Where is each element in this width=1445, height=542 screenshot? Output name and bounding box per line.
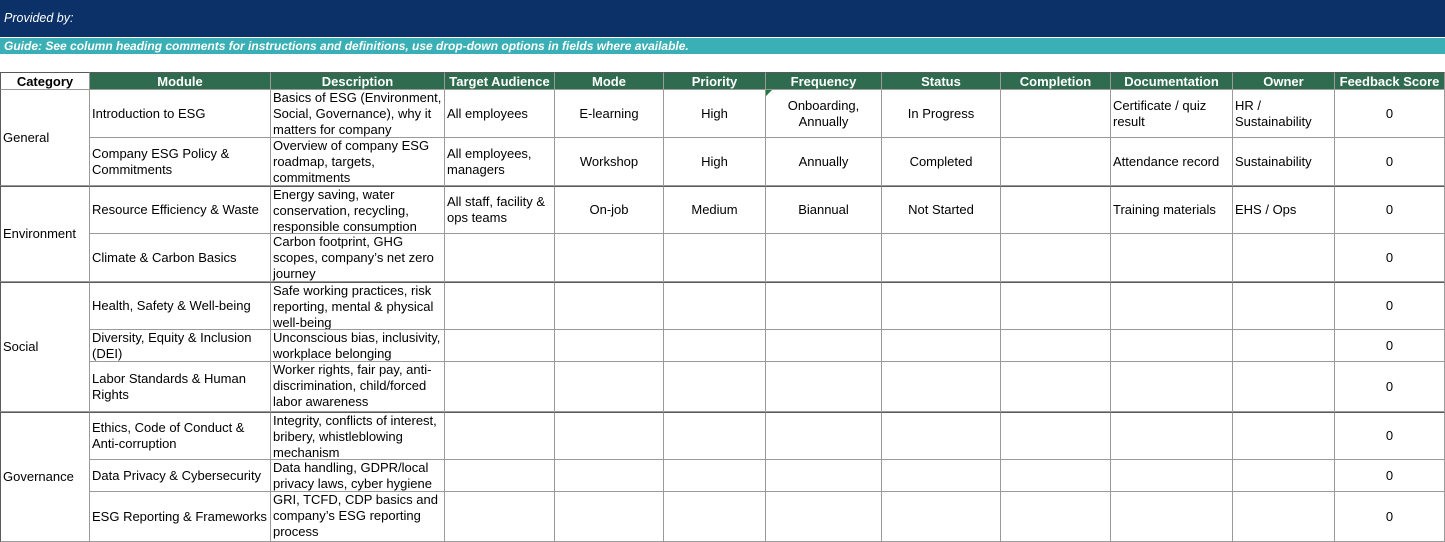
frequency-cell[interactable]: Onboarding, Annually bbox=[766, 90, 882, 138]
target-audience-cell[interactable]: All staff, facility & ops teams bbox=[445, 186, 555, 234]
frequency-cell[interactable] bbox=[766, 282, 882, 330]
header-priority[interactable]: Priority bbox=[664, 72, 766, 90]
feedback-score-cell[interactable]: 0 bbox=[1335, 362, 1445, 412]
completion-cell[interactable] bbox=[1001, 234, 1111, 282]
completion-cell[interactable] bbox=[1001, 138, 1111, 186]
header-status[interactable]: Status bbox=[882, 72, 1001, 90]
feedback-score-cell[interactable]: 0 bbox=[1335, 186, 1445, 234]
priority-cell[interactable]: High bbox=[664, 138, 766, 186]
owner-cell[interactable] bbox=[1233, 282, 1335, 330]
description-cell[interactable]: GRI, TCFD, CDP basics and company’s ESG reporting process bbox=[271, 492, 445, 542]
category-cell[interactable]: General bbox=[0, 90, 90, 186]
header-owner[interactable]: Owner bbox=[1233, 72, 1335, 90]
feedback-score-cell[interactable]: 0 bbox=[1335, 90, 1445, 138]
status-cell[interactable]: Not Started bbox=[882, 186, 1001, 234]
mode-cell[interactable] bbox=[555, 282, 664, 330]
mode-cell[interactable]: Workshop bbox=[555, 138, 664, 186]
target-audience-cell[interactable] bbox=[445, 282, 555, 330]
frequency-cell[interactable] bbox=[766, 492, 882, 542]
target-audience-cell[interactable] bbox=[445, 492, 555, 542]
documentation-cell[interactable]: Training materials bbox=[1111, 186, 1233, 234]
owner-cell[interactable] bbox=[1233, 330, 1335, 362]
description-cell[interactable]: Safe working practices, risk reporting, mental & physical well-being bbox=[271, 282, 445, 330]
mode-cell[interactable]: On-job bbox=[555, 186, 664, 234]
mode-cell[interactable] bbox=[555, 330, 664, 362]
status-cell[interactable] bbox=[882, 412, 1001, 460]
feedback-score-cell[interactable]: 0 bbox=[1335, 330, 1445, 362]
header-target-audience[interactable]: Target Audience bbox=[445, 72, 555, 90]
description-cell[interactable]: Unconscious bias, inclusivity, workplace belonging bbox=[271, 330, 445, 362]
module-cell[interactable]: Ethics, Code of Conduct & Anti-corruption bbox=[90, 412, 271, 460]
header-module[interactable]: Module bbox=[90, 72, 271, 90]
priority-cell[interactable] bbox=[664, 234, 766, 282]
target-audience-cell[interactable] bbox=[445, 330, 555, 362]
frequency-cell[interactable] bbox=[766, 362, 882, 412]
description-cell[interactable]: Data handling, GDPR/local privacy laws, cyber hygiene bbox=[271, 460, 445, 492]
module-cell[interactable]: Company ESG Policy & Commitments bbox=[90, 138, 271, 186]
guide-text: Guide: See column heading comments for instructions and definitions, use drop-down options in fields where available. bbox=[4, 39, 689, 53]
status-cell[interactable] bbox=[882, 362, 1001, 412]
completion-cell[interactable] bbox=[1001, 282, 1111, 330]
priority-cell[interactable] bbox=[664, 412, 766, 460]
documentation-cell[interactable] bbox=[1111, 492, 1233, 542]
completion-cell[interactable] bbox=[1001, 460, 1111, 492]
mode-cell[interactable] bbox=[555, 412, 664, 460]
completion-cell[interactable] bbox=[1001, 492, 1111, 542]
completion-cell[interactable] bbox=[1001, 362, 1111, 412]
frequency-cell[interactable] bbox=[766, 460, 882, 492]
priority-cell[interactable] bbox=[664, 330, 766, 362]
status-cell[interactable]: In Progress bbox=[882, 90, 1001, 138]
priority-cell[interactable] bbox=[664, 282, 766, 330]
documentation-cell[interactable] bbox=[1111, 362, 1233, 412]
frequency-cell[interactable]: Annually bbox=[766, 138, 882, 186]
description-cell[interactable]: Carbon footprint, GHG scopes, company’s net zero journey bbox=[271, 234, 445, 282]
header-description[interactable]: Description bbox=[271, 72, 445, 90]
documentation-cell[interactable] bbox=[1111, 412, 1233, 460]
completion-cell[interactable] bbox=[1001, 330, 1111, 362]
mode-cell[interactable] bbox=[555, 234, 664, 282]
owner-cell[interactable] bbox=[1233, 460, 1335, 492]
feedback-score-cell[interactable]: 0 bbox=[1335, 412, 1445, 460]
frequency-cell[interactable] bbox=[766, 234, 882, 282]
mode-cell[interactable] bbox=[555, 362, 664, 412]
feedback-score-cell[interactable]: 0 bbox=[1335, 282, 1445, 330]
target-audience-cell[interactable]: All employees, managers bbox=[445, 138, 555, 186]
status-cell[interactable]: Completed bbox=[882, 138, 1001, 186]
category-cell[interactable]: Social bbox=[0, 282, 90, 412]
target-audience-cell[interactable] bbox=[445, 234, 555, 282]
status-cell[interactable] bbox=[882, 460, 1001, 492]
documentation-cell[interactable] bbox=[1111, 282, 1233, 330]
header-frequency[interactable]: Frequency bbox=[766, 72, 882, 90]
owner-cell[interactable]: HR / Sustainability bbox=[1233, 90, 1335, 138]
documentation-cell[interactable]: Attendance record bbox=[1111, 138, 1233, 186]
documentation-cell[interactable] bbox=[1111, 460, 1233, 492]
header-completion[interactable]: Completion bbox=[1001, 72, 1111, 90]
priority-cell[interactable]: Medium bbox=[664, 186, 766, 234]
status-cell[interactable] bbox=[882, 492, 1001, 542]
target-audience-cell[interactable]: All employees bbox=[445, 90, 555, 138]
module-cell[interactable]: Climate & Carbon Basics bbox=[90, 234, 271, 282]
module-cell[interactable]: Introduction to ESG bbox=[90, 90, 271, 138]
completion-cell[interactable] bbox=[1001, 90, 1111, 138]
priority-cell[interactable] bbox=[664, 460, 766, 492]
module-cell[interactable]: ESG Reporting & Frameworks bbox=[90, 492, 271, 542]
owner-cell[interactable] bbox=[1233, 492, 1335, 542]
mode-cell[interactable] bbox=[555, 460, 664, 492]
header-mode[interactable]: Mode bbox=[555, 72, 664, 90]
module-cell[interactable]: Diversity, Equity & Inclusion (DEI) bbox=[90, 330, 271, 362]
module-cell[interactable]: Resource Efficiency & Waste bbox=[90, 186, 271, 234]
feedback-score-cell[interactable]: 0 bbox=[1335, 460, 1445, 492]
priority-cell[interactable] bbox=[664, 492, 766, 542]
mode-cell[interactable] bbox=[555, 492, 664, 542]
category-cell[interactable]: Governance bbox=[0, 412, 90, 542]
header-feedback-score[interactable]: Feedback Score bbox=[1335, 72, 1445, 90]
feedback-score-cell[interactable]: 0 bbox=[1335, 138, 1445, 186]
owner-cell[interactable] bbox=[1233, 234, 1335, 282]
documentation-cell[interactable]: Certificate / quiz result bbox=[1111, 90, 1233, 138]
guide-bar bbox=[0, 38, 1445, 54]
completion-cell[interactable] bbox=[1001, 412, 1111, 460]
target-audience-cell[interactable] bbox=[445, 460, 555, 492]
description-cell[interactable]: Overview of company ESG roadmap, targets, commitments bbox=[271, 138, 445, 186]
feedback-score-cell[interactable]: 0 bbox=[1335, 492, 1445, 542]
frequency-cell[interactable]: Biannual bbox=[766, 186, 882, 234]
documentation-cell[interactable] bbox=[1111, 234, 1233, 282]
description-cell[interactable]: Worker rights, fair pay, anti-discrimination, child/forced labor awareness bbox=[271, 362, 445, 412]
status-cell[interactable] bbox=[882, 330, 1001, 362]
owner-cell[interactable] bbox=[1233, 412, 1335, 460]
category-cell[interactable]: Environment bbox=[0, 186, 90, 282]
provided-by-label: Provided by: bbox=[4, 11, 74, 25]
provided-by-banner bbox=[0, 0, 1445, 37]
comment-indicator-icon bbox=[766, 90, 772, 96]
status-cell[interactable] bbox=[882, 282, 1001, 330]
owner-cell[interactable]: Sustainability bbox=[1233, 138, 1335, 186]
target-audience-cell[interactable] bbox=[445, 412, 555, 460]
owner-cell[interactable]: EHS / Ops bbox=[1233, 186, 1335, 234]
mode-cell[interactable]: E-learning bbox=[555, 90, 664, 138]
description-cell[interactable]: Integrity, conflicts of interest, bribery, whistleblowing mechanism bbox=[271, 412, 445, 460]
feedback-score-cell[interactable]: 0 bbox=[1335, 234, 1445, 282]
header-category[interactable]: Category bbox=[0, 72, 90, 90]
module-cell[interactable]: Data Privacy & Cybersecurity bbox=[90, 460, 271, 492]
description-cell[interactable]: Basics of ESG (Environment, Social, Governance), why it matters for company bbox=[271, 90, 445, 138]
owner-cell[interactable] bbox=[1233, 362, 1335, 412]
completion-cell[interactable] bbox=[1001, 186, 1111, 234]
target-audience-cell[interactable] bbox=[445, 362, 555, 412]
priority-cell[interactable] bbox=[664, 362, 766, 412]
module-cell[interactable]: Health, Safety & Well-being bbox=[90, 282, 271, 330]
description-cell[interactable]: Energy saving, water conservation, recycling, responsible consumption bbox=[271, 186, 445, 234]
priority-cell[interactable]: High bbox=[664, 90, 766, 138]
documentation-cell[interactable] bbox=[1111, 330, 1233, 362]
module-cell[interactable]: Labor Standards & Human Rights bbox=[90, 362, 271, 412]
status-cell[interactable] bbox=[882, 234, 1001, 282]
header-documentation[interactable]: Documentation bbox=[1111, 72, 1233, 90]
frequency-cell[interactable] bbox=[766, 330, 882, 362]
frequency-cell[interactable] bbox=[766, 412, 882, 460]
